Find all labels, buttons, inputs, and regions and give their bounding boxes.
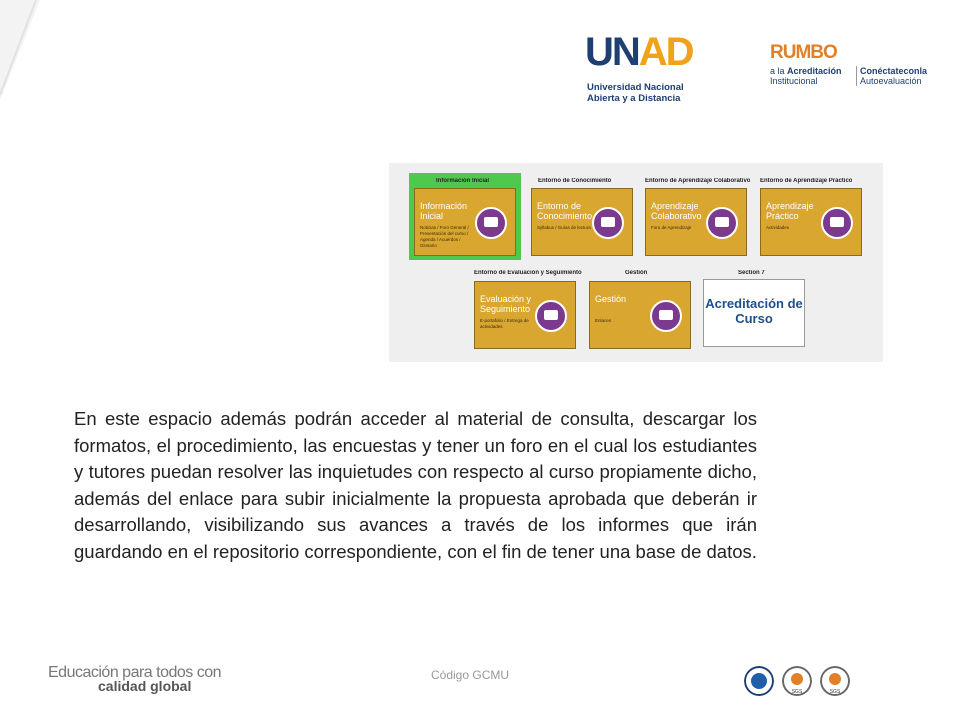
unad-logo: [585, 30, 693, 110]
globe-icon: [650, 300, 682, 332]
tile-header: Información Inicial: [436, 178, 490, 184]
tile-header: Entorno de Evaluación y Seguimiento: [474, 270, 582, 276]
sgs-seal-icon-2: [820, 666, 850, 696]
course-tile[interactable]: [760, 188, 862, 256]
footer-code: Código GCMU: [431, 668, 510, 682]
tile-name: Aprendizaje Práctico: [766, 201, 814, 221]
course-tile[interactable]: [645, 188, 747, 256]
rumbo-right-2: Autoevaluación: [860, 76, 922, 86]
chat-icon: [475, 207, 507, 239]
footer-slogan: [48, 664, 222, 694]
unad-subtitle-2: Abierta y a Distancia: [587, 93, 681, 104]
pencil-icon: [821, 207, 853, 239]
tile-name: Evaluación y Seguimiento: [480, 294, 532, 314]
tile-description: E-portafolio / Entrega de actividades: [480, 318, 529, 329]
tile-header: Entorno de Aprendizaje Práctico: [760, 178, 853, 184]
rumbo-logo: [768, 40, 948, 90]
clock-icon: [535, 300, 567, 332]
rumbo-line1-a: a la: [770, 66, 788, 76]
corner-decoration: [0, 0, 40, 100]
rumbo-line2: Institucional: [770, 76, 818, 86]
tile-header: Entorno de Aprendizaje Colaborativo: [645, 178, 751, 184]
tile-name: Información Inicial: [420, 201, 468, 221]
slogan-line-1: Educación para todos con: [48, 664, 222, 681]
slogan-line-2: calidad global: [98, 678, 192, 694]
acreditacion-label: Acreditación de Curso: [705, 296, 803, 326]
sgs-label-2: SGS: [829, 689, 841, 695]
tile-name: Aprendizaje Colaborativo: [651, 201, 702, 221]
unad-title-ad: AD: [638, 30, 693, 74]
rumbo-right-1: Conéctateconla: [860, 66, 928, 76]
rumbo-line1-b: Acreditación: [787, 66, 842, 76]
course-tile[interactable]: [474, 281, 576, 349]
colombia-seal-icon: [744, 666, 774, 696]
sgs-label-1: SGS: [791, 689, 803, 695]
tile-description: Enlaces: [595, 318, 612, 323]
tile-header: Gestión: [625, 270, 648, 276]
unad-title-un: UN: [585, 30, 639, 74]
laptop-icon: [706, 207, 738, 239]
rumbo-divider: [856, 66, 857, 86]
rumbo-title: RUMBO: [770, 42, 837, 63]
tile-description: Syllabus / Guías de lectura: [537, 225, 591, 230]
tile-description: Foro de Aprendizaje: [651, 225, 692, 230]
body-paragraph: En este espacio además podrán acceder al material de consulta, descargar los formatos, el procedimiento, las encuestas y tener un foro en el cual los estudiantes y tutores puedan resolver las inquietudes con respecto al curso propiamente dicho, además del enlace para subir inicialmente la propuesta aprobada que deberán ir desarrollando, visibilizando sus avances a través de los informes que irán guardando en el repositorio correspondiente, con el fin de tener una base de datos.: [74, 408, 757, 562]
section7-header: Section 7: [738, 270, 765, 276]
tile-name: Gestión: [595, 294, 627, 304]
sgs-seal-icon: [782, 666, 812, 696]
documents-icon: [592, 207, 624, 239]
acreditacion-tile[interactable]: [703, 279, 805, 347]
tile-description: Actividades: [766, 225, 790, 230]
tile-name: Entorno de Conocimiento: [537, 201, 593, 221]
tile-description: Noticias / Foro General / Presentación del curso / Agenda / Acuerdos / Glosario: [420, 225, 469, 248]
course-tile[interactable]: [531, 188, 633, 256]
course-tile[interactable]: [589, 281, 691, 349]
course-tile[interactable]: [414, 188, 516, 256]
unad-subtitle-1: Universidad Nacional: [587, 82, 684, 93]
tile-header: Entorno de Conocimiento: [538, 178, 612, 184]
